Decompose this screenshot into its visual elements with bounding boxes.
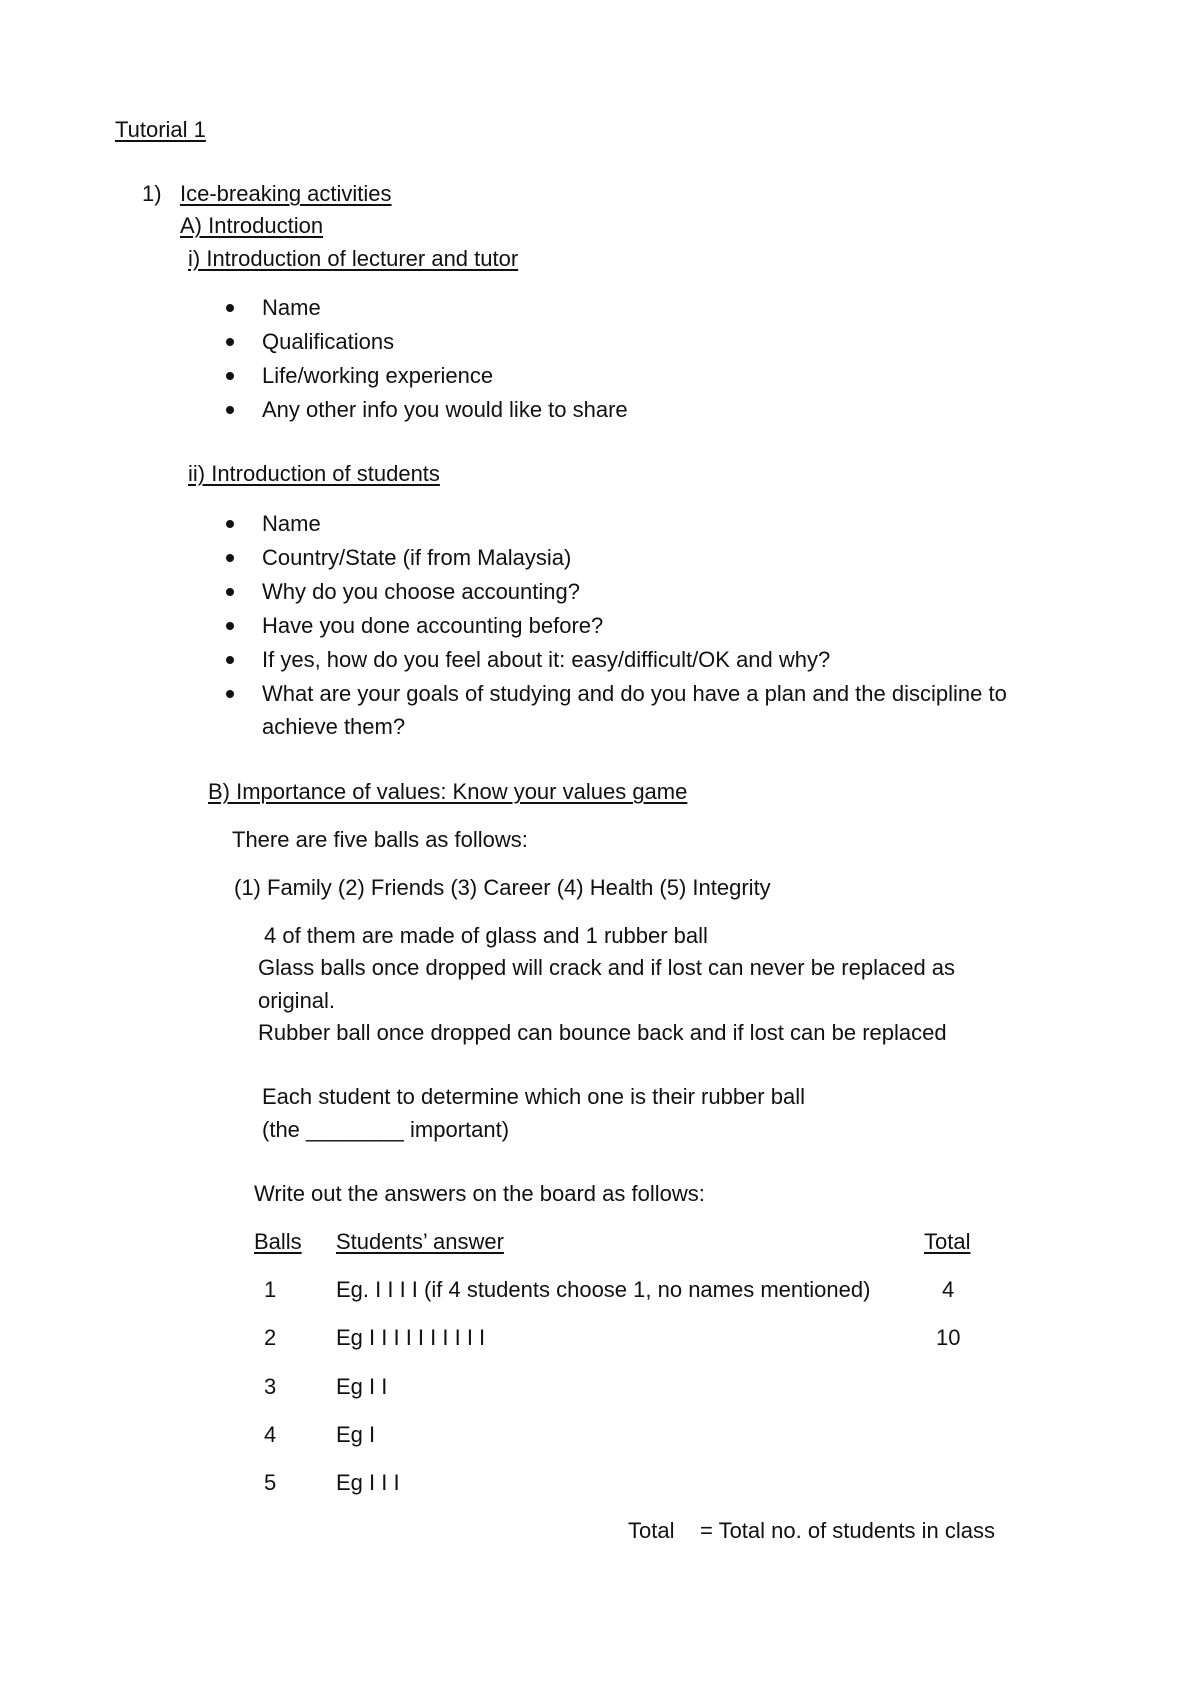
table-cell-ball: 5 [264, 1470, 277, 1495]
total-label: Total [628, 1518, 675, 1543]
sub-heading-lecturer: i) Introduction of lecturer and tutor [188, 246, 519, 271]
section-heading: Ice-breaking activities [180, 181, 392, 206]
bullet-icon [226, 520, 234, 528]
bullet-icon [226, 554, 234, 562]
paragraph-line: 4 of them are made of glass and 1 rubber ball [264, 923, 708, 948]
list-item: Any other info you would like to share [262, 397, 628, 422]
write-out-instruction: Write out the answers on the board as follows: [254, 1181, 705, 1206]
table-cell-answer: Eg I [336, 1422, 376, 1447]
table-cell-total: 10 [936, 1325, 961, 1350]
bullet-icon [226, 622, 234, 630]
list-item: Name [262, 511, 321, 536]
list-item: Qualifications [262, 329, 395, 354]
total-description: = Total no. of students in class [700, 1518, 995, 1543]
table-cell-ball: 1 [264, 1277, 277, 1302]
sub-heading-students: ii) Introduction of students [188, 461, 440, 486]
list-item: If yes, how do you feel about it: easy/difficult/OK and why? [262, 647, 831, 672]
bullet-icon [226, 588, 234, 596]
paragraph-line: Rubber ball once dropped can bounce back and if lost can be replaced [258, 1020, 947, 1045]
bullet-icon [226, 304, 234, 312]
table-header-total: Total [924, 1229, 971, 1254]
table-cell-answer: Eg I I [336, 1374, 388, 1399]
table-header-answer: Students’ answer [336, 1229, 504, 1254]
paragraph-line: original. [258, 988, 336, 1013]
balls-list: (1) Family (2) Friends (3) Career (4) Health (5) Integrity [234, 875, 771, 900]
bullet-icon [226, 690, 234, 698]
list-item: Name [262, 295, 321, 320]
section-number: 1) [142, 181, 162, 206]
table-header-balls: Balls [254, 1229, 302, 1254]
list-item-continuation: achieve them? [262, 714, 406, 739]
bullet-icon [226, 656, 234, 664]
list-item: Life/working experience [262, 363, 494, 388]
balls-intro: There are five balls as follows: [232, 827, 528, 852]
part-a-heading: A) Introduction [180, 213, 324, 238]
list-item: Why do you choose accounting? [262, 579, 580, 604]
table-cell-ball: 3 [264, 1374, 277, 1399]
table-cell-ball: 4 [264, 1422, 277, 1447]
bullet-icon [226, 372, 234, 380]
table-cell-answer: Eg. I I I I (if 4 students choose 1, no names mentioned) [336, 1277, 871, 1302]
bullet-icon [226, 406, 234, 414]
paragraph-line: Glass balls once dropped will crack and if lost can never be replaced as [258, 955, 956, 980]
bullet-icon [226, 338, 234, 346]
paragraph-line: Each student to determine which one is their rubber ball [262, 1084, 805, 1109]
part-b-heading: B) Importance of values: Know your values game [208, 779, 688, 804]
page-title: Tutorial 1 [115, 117, 206, 142]
list-item: Have you done accounting before? [262, 613, 604, 638]
table-cell-total: 4 [942, 1277, 955, 1302]
table-cell-ball: 2 [264, 1325, 277, 1350]
table-cell-answer: Eg I I I [336, 1470, 400, 1495]
paragraph-line: (the ________ important) [262, 1117, 510, 1142]
list-item: Country/State (if from Malaysia) [262, 545, 572, 570]
table-cell-answer: Eg I I I I I I I I I I [336, 1325, 486, 1350]
list-item: What are your goals of studying and do you have a plan and the discipline to [262, 681, 1007, 706]
